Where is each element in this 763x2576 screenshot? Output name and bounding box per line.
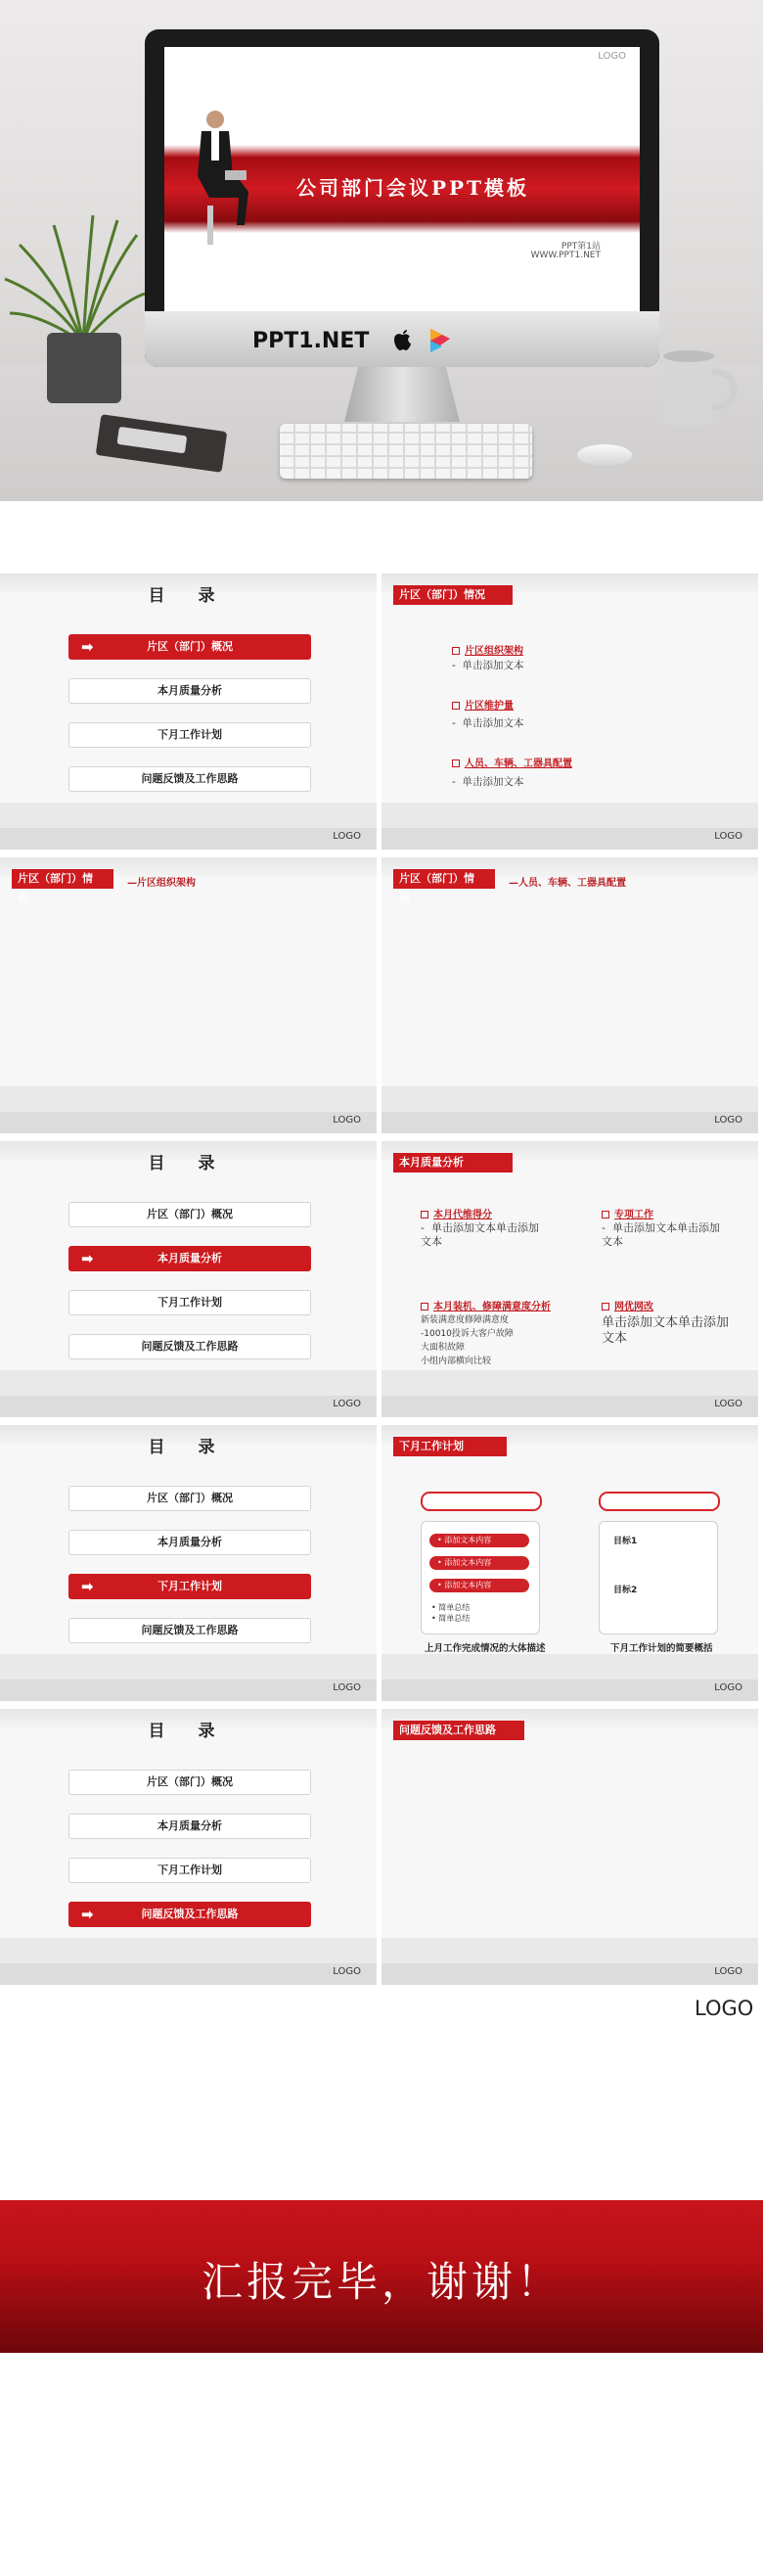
left-pill	[421, 1492, 542, 1511]
left-card	[421, 1521, 540, 1634]
toc-title: 目 录	[148, 1154, 229, 1173]
slide-header: 问题反馈及工作思路	[393, 1721, 524, 1740]
slide-department-overview	[382, 574, 758, 850]
mug-image	[655, 348, 743, 431]
slide-logo: LOGO	[714, 1115, 742, 1126]
slide-toc-3	[0, 1425, 377, 1701]
apple-icon	[391, 329, 413, 352]
monitor-chin	[145, 311, 659, 367]
businessman-figure	[188, 108, 256, 254]
toc-item-2[interactable]: 本月质量分析	[68, 1814, 311, 1839]
section-text-1: - 单击添加文本	[452, 660, 524, 671]
monitor-stand	[344, 367, 460, 422]
toc-item-2[interactable]: ➡ 本月质量分析	[68, 1246, 311, 1271]
toc-item-4[interactable]: 问题反馈及工作思路	[68, 1618, 311, 1643]
slide-toc-1	[0, 574, 377, 850]
slide-header: 片区（部门）情况	[393, 869, 495, 889]
block-title-2: 专项工作	[602, 1206, 653, 1220]
slide-next-month-plan	[382, 1425, 758, 1701]
block-title-4: 网优网改	[602, 1298, 653, 1312]
block-lines-3: 新装满意度修障满意度 -10010投诉大客户故障 大面积故障 小组内部横向比较	[421, 1315, 514, 1366]
left-item-1: • 添加文本内容	[429, 1534, 529, 1547]
hero-mockup	[0, 0, 763, 501]
slide-header: 片区（部门）情况	[393, 585, 513, 605]
slide-header: 本月质量分析	[393, 1153, 513, 1173]
toc-item-3[interactable]: ➡ 下月工作计划	[68, 1574, 311, 1599]
slide-logo: LOGO	[333, 1115, 361, 1126]
toc-item-4[interactable]: 问题反馈及工作思路	[68, 1334, 311, 1359]
toc-item-1[interactable]: 片区（部门）概况	[68, 1486, 311, 1511]
toc-item-3[interactable]: 下月工作计划	[68, 722, 311, 748]
toc-item-3[interactable]: 下月工作计划	[68, 1290, 311, 1315]
block-title-1: 本月代维得分	[421, 1206, 492, 1220]
section-title-3: 人员、车辆、工器具配置	[452, 755, 572, 769]
left-caption: 上月工作完成情况的大体描述	[425, 1643, 546, 1654]
slide-logo: LOGO	[333, 1399, 361, 1409]
block-text-2: - 单击添加文本单击添加文本	[602, 1221, 720, 1248]
goal-1: 目标1	[613, 1537, 638, 1546]
block-text-1: - 单击添加文本单击添加文本	[421, 1221, 539, 1248]
slide-feedback	[382, 1709, 758, 1985]
toc-item-1[interactable]: 片区（部门）概况	[68, 1202, 311, 1227]
hero-title: 公司部门会议PPT模板	[296, 176, 529, 200]
toc-title: 目 录	[148, 1722, 229, 1741]
slide-header: 下月工作计划	[393, 1437, 507, 1456]
slide-subtitle: —人员、车辆、工器具配置	[509, 878, 626, 889]
slide-logo: LOGO	[333, 831, 361, 842]
arrow-right-icon: ➡	[81, 1250, 94, 1267]
toc-item-2[interactable]: 本月质量分析	[68, 678, 311, 704]
right-pill	[599, 1492, 720, 1511]
left-item-3: • 添加文本内容	[429, 1579, 529, 1592]
toc-title: 目 录	[148, 586, 229, 606]
section-title-2: 片区维护量	[452, 697, 514, 712]
left-summary: • 简单总结 • 简单总结	[431, 1603, 471, 1623]
monitor-screen	[164, 47, 640, 311]
slide-org-structure	[0, 857, 377, 1133]
toc-item-1[interactable]: ➡ 片区（部门）概况	[68, 634, 311, 660]
end-text: 汇报完毕，谢谢！	[201, 2258, 561, 2306]
arrow-right-icon: ➡	[81, 1578, 94, 1595]
section-text-2: - 单击添加文本	[452, 717, 524, 729]
slide-quality-analysis	[382, 1141, 758, 1417]
toc-item-4[interactable]: 问题反馈及工作思路	[68, 766, 311, 792]
plant-icon	[0, 206, 147, 411]
slide-logo: LOGO	[714, 831, 742, 842]
site-name: PPT第1站	[561, 242, 601, 252]
left-item-2: • 添加文本内容	[429, 1556, 529, 1570]
slide-logo: LOGO	[714, 1966, 742, 1977]
slide-logo: LOGO	[714, 1399, 742, 1409]
site-url: WWW.PPT1.NET	[530, 251, 601, 260]
block-text-4: 单击添加文本单击添加文本	[602, 1315, 730, 1346]
arrow-right-icon: ➡	[81, 1906, 94, 1923]
ppt-logo-icon	[428, 327, 452, 354]
block-title-3: 本月装机、修障满意度分析	[421, 1298, 551, 1312]
arrow-right-icon: ➡	[81, 638, 94, 656]
toc-item-4[interactable]: ➡ 问题反馈及工作思路	[68, 1902, 311, 1927]
toc-item-2[interactable]: 本月质量分析	[68, 1530, 311, 1555]
slide-toc-4	[0, 1709, 377, 1985]
slide-toc-2	[0, 1141, 377, 1417]
slide-logo: LOGO	[714, 1682, 742, 1693]
goal-2: 目标2	[613, 1586, 638, 1595]
keyboard-image	[280, 424, 532, 479]
slide-staff-vehicles	[382, 857, 758, 1133]
right-card	[599, 1521, 718, 1634]
section-title-1: 片区组织架构	[452, 642, 523, 657]
screen-logo: LOGO	[598, 51, 626, 62]
section-text-3: - 单击添加文本	[452, 776, 524, 788]
end-logo: LOGO	[695, 1997, 754, 2020]
toc-item-3[interactable]: 下月工作计划	[68, 1858, 311, 1883]
toc-item-1[interactable]: 片区（部门）概况	[68, 1770, 311, 1795]
slide-subtitle: —片区组织架构	[127, 878, 196, 889]
brand-text: PPT1.NET	[252, 329, 370, 353]
toc-title: 目 录	[148, 1438, 229, 1457]
right-caption: 下月工作计划的简要概括	[610, 1643, 713, 1654]
slide-logo: LOGO	[333, 1682, 361, 1693]
slide-logo: LOGO	[333, 1966, 361, 1977]
mouse-image	[577, 444, 632, 466]
slide-header: 片区（部门）情况	[12, 869, 113, 889]
